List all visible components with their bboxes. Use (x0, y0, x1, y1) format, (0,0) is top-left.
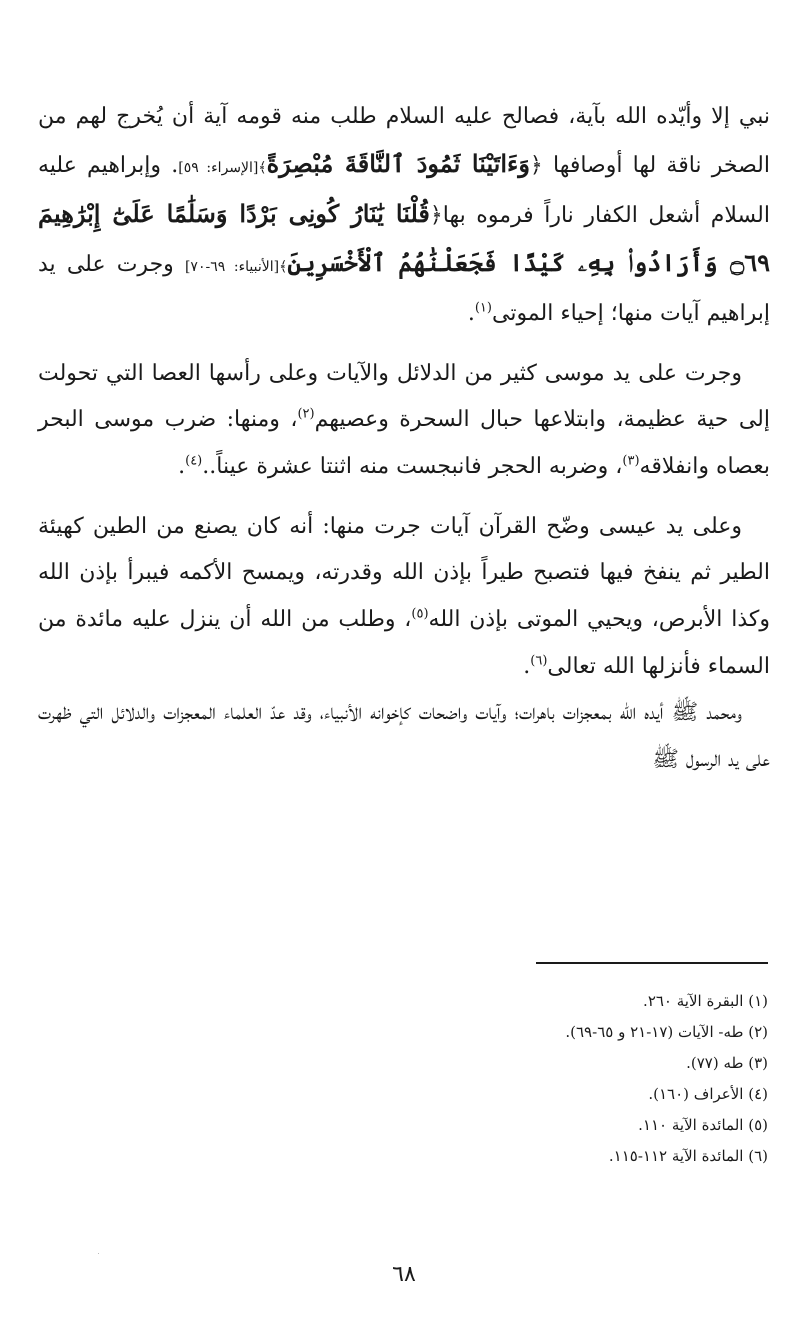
text-segment: ، وضربه الحجر فانبجست منه اثنتا عشرة عيناً.. (202, 453, 623, 479)
text-segment: . (178, 453, 186, 479)
text-segment: ومحمد ﷺ أيده الله بمعجزات باهرات؛ وآيات واضحات كإخوانه الأنبياء، وقد عدّ العلماء المعجزات والدلائل التي ظهرت على يد الرسول ﷺ (38, 700, 770, 773)
footnote-divider (536, 962, 768, 964)
footnote-marker[interactable]: (٢) (297, 406, 315, 422)
page-number: ٦٨ (392, 1262, 416, 1287)
paragraph-2 (38, 351, 770, 491)
footnote-1: (١) البقرة الآية ٢٦٠. (643, 992, 768, 1010)
main-text (38, 94, 770, 784)
text-segment: ، وطلب من الله أن ينزل عليه مائدة من السماء فأنزلها الله تعالى (38, 607, 770, 679)
footnote-2: (٢) طه- الآيات (١٧-٢١ و ٦٥-٦٩). (565, 1023, 768, 1041)
footnote-marker[interactable]: (٤) (185, 453, 203, 469)
footnote-marker[interactable]: (٦) (530, 653, 548, 669)
footnote-5: (٥) المائدة الآية ١١٠. (638, 1116, 768, 1134)
footnote-3: (٣) طه (٧٧). (686, 1054, 768, 1072)
paragraph-4 (38, 690, 770, 783)
footnote-marker[interactable]: (١) (474, 300, 492, 316)
verse-reference: ﴾[الإسراء: ٥٩] (178, 159, 267, 176)
quran-verse: وَءَاتَيْنَا ثَمُودَ ٱلنَّاقَةَ مُبْصِرَةً (266, 148, 530, 178)
text-segment: . (467, 300, 475, 326)
text-segment: . (523, 653, 531, 679)
scan-speck (98, 1253, 99, 1254)
text-segment: وجرت على يد إبراهيم آيات منها؛ إحياء الموتى (38, 252, 770, 326)
text-segment: نبي إلا وأيّده الله بآية، فصالح عليه السلام طلب منه قومه آية أن يُخرج لهم من الصخر ناقة لها أوصافها ﴿ (38, 104, 770, 178)
text-segment: . وإبراهيم عليه السلام أشعل الكفار ناراً فرموه بها﴿ (38, 152, 770, 229)
footnote-4: (٤) الأعراف (١٦٠). (648, 1085, 768, 1103)
paragraph-3 (38, 504, 770, 691)
text-segment: وعلى يد عيسى وضّح القرآن آيات جرت منها: أنه كان يصنع من الطين كهيئة الطير ثم ينفخ فيها فتصبح طيراً بإذن الله وقدرته، ويمسح الأكمه فيبرأ بإذن الله وكذا الأبرص، ويحيي الموتى بإذن الله (38, 513, 771, 633)
text-segment: وجرت على يد موسى كثير من الدلائل والآيات وعلى رأسها العصا التي تحولت إلى حية عظيمة، وابتلاعها حبال السحرة وعصيهم (38, 360, 770, 433)
footnote-marker[interactable]: (٣) (622, 453, 640, 469)
text-segment: ، ومنها: ضرب موسى البحر بعصاه وانفلاقه (38, 407, 770, 479)
verse-reference: ﴾[الأنبياء: ٦٩-٧٠] (184, 259, 288, 276)
footnote-marker[interactable]: (٥) (411, 606, 429, 622)
quran-verse: قُلْنَا يَٰنَارُ كُونِى بَرْدًا وَسَلَٰمًا عَلَىٰٓ إِبْرَٰهِيمَ ۝٦٩ وَأَرَادُوا۟ بِهِۦ كَيْدًا فَجَعَلْنَٰهُمُ ٱلْأَخْسَرِينَ (38, 199, 770, 278)
footnotes (40, 986, 768, 1172)
paragraph-1 (38, 94, 770, 338)
footnote-6: (٦) المائدة الآية ١١٢-١١٥. (608, 1147, 768, 1165)
